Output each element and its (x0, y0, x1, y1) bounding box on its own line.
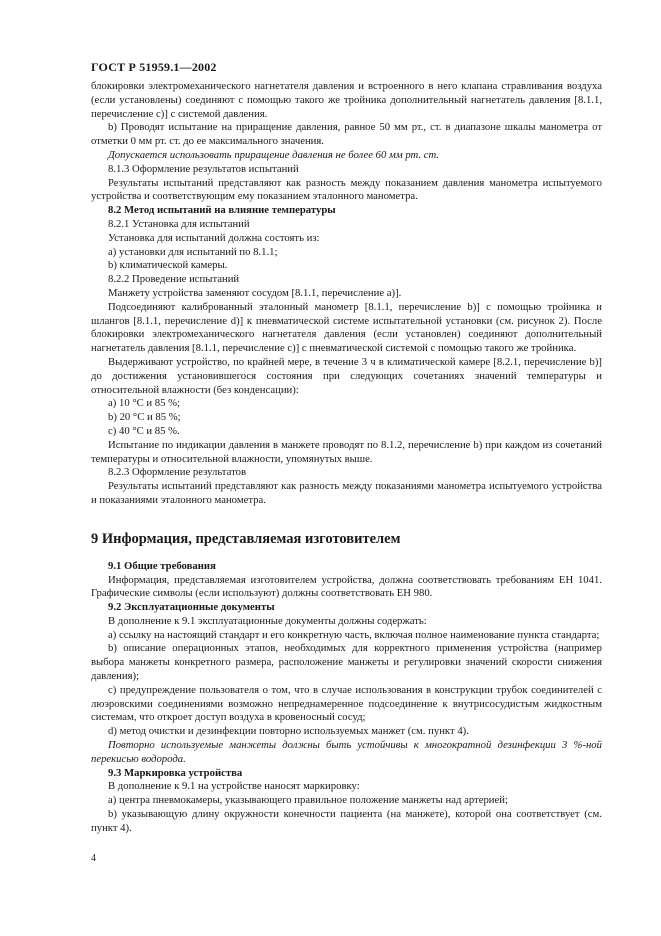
list-item: d) метод очистки и дезинфекции повторно используемых манжет (см. пункт 4). (108, 725, 469, 738)
list-item: a) 10 °С и 85 %; (108, 397, 181, 410)
list-item: a) центра пневмокамеры, указывающего правильное положение манжеты над артерией; (108, 794, 508, 807)
note-italic: Повторно используемые манжеты должны быть устойчивы к многократной дезинфекции 3 %-ной перекисью водорода. (91, 739, 602, 765)
paragraph: В дополнение к 9.1 на устройстве наносят маркировку: (108, 780, 360, 793)
list-item: b) указывающую длину окружности конечности пациента (на манжете), которой она соответствует (см. пункт 4). (91, 808, 602, 834)
paragraph: Информация, представляемая изготовителем устройства, должна соответствовать требованиям ЕН 1041. Графические символы (если используют) должны соответствовать ЕН 980. (91, 573, 602, 600)
paragraph: Манжету устройства заменяют сосудом [8.1.1, перечисление а)]. (108, 286, 402, 299)
list-item: b) описание операционных этапов, необходимых для корректного применения устройства (например выбора манжеты конкретного размера, расположение манжеты и регулировки значений скорости снижения давления); (91, 642, 602, 683)
paragraph: Установка для испытаний должна состоять из: (108, 231, 320, 244)
list-item: b) 20 °С и 85 %; (108, 411, 181, 424)
subsection-heading: 8.2.3 Оформление результатов (108, 466, 246, 479)
subsection-heading: 8.2.2 Проведение испытаний (108, 273, 240, 286)
list-item: a) установки для испытаний по 8.1.1; (108, 245, 278, 258)
list-item: c) предупреждение пользователя о том, что в случае использования в конструкции трубок соединителей с люэровскими соединениями возможно непреднамеренное подсоединение к внутрисосудистым жидкостным системам, что откроет доступ воздуха в кровеносный сосуд; (91, 683, 602, 724)
note-italic: Допускается использовать приращение давления не более 60 мм рт. ст. (108, 148, 439, 161)
list-item: b) климатической камеры. (108, 259, 228, 272)
section-heading: 9.1 Общие требования (108, 559, 216, 572)
section-heading: 9.2 Эксплуатационные документы (108, 601, 275, 614)
paragraph: Результаты испытаний представляют как разность между показаниями манометра испытуемого устройства и показаниями эталонного манометра. (91, 480, 602, 506)
page-number: 4 (91, 853, 96, 864)
paragraph: Выдерживают устройство, по крайней мере, в течение 3 ч в климатической камере [8.2.1, перечисление b)] до достижения установившегося состояния при следующих сочетаниях значений температуры и относительной влажности (без конденсации): (91, 355, 602, 396)
section-heading: 9.3 Маркировка устройства (108, 766, 243, 779)
list-item: a) ссылку на настоящий стандарт и его конкретную часть, включая полное наименование пункта стандарта; (108, 628, 600, 641)
subsection-heading: 8.2.1 Установка для испытаний (108, 217, 250, 230)
section-heading: 8.2 Метод испытаний на влияние температуры (108, 204, 336, 217)
paragraph: В дополнение к 9.1 эксплуатационные документы должны содержать: (108, 614, 427, 627)
standard-header: ГОСТ Р 51959.1—2002 (91, 60, 217, 74)
paragraph: Подсоединяют калиброванный эталонный манометр [8.1.1, перечисление b)] с помощью тройника и шлангов [8.1.1, перечисление d)] к пневматической системе испытательной установки (см. рисунок 2). После блокировки электромеханического нагнетателя давления (если установлен) соединяют дополнительный нагнетатель давления [8.1.1, перечисление с)] с пневматической системой с помощью такого же тройника. (91, 300, 602, 355)
list-item: b) Проводят испытание на приращение давления, равное 50 мм рт., ст. в диапазоне шкалы манометра от отметки 0 мм рт. ст. до ее максимального значения. (91, 121, 602, 148)
list-item: c) 40 °С и 85 %. (108, 424, 180, 437)
paragraph: Испытание по индикации давления в манжете проводят по 8.1.2, перечисление b) при каждом из сочетаний температуры и относительной влажности, упомянутых выше. (91, 438, 602, 465)
chapter-heading: 9 Информация, представляемая изготовителем (91, 530, 401, 547)
paragraph: Результаты испытаний представляют как разность между показанием давления манометра испытуемого устройства и соответствующим ему показанием эталонного манометра. (91, 176, 602, 203)
subsection-heading: 8.1.3 Оформление результатов испытаний (108, 162, 299, 175)
paragraph: блокировки электромеханического нагнетателя давления и встроенного в него клапана стравливания воздуха (если установлены) соединяют с помощью такого же тройника дополнительный нагнетатель давления [8.1.1, перечисление с)] с системой давления. (91, 80, 602, 120)
document-body (91, 80, 602, 836)
